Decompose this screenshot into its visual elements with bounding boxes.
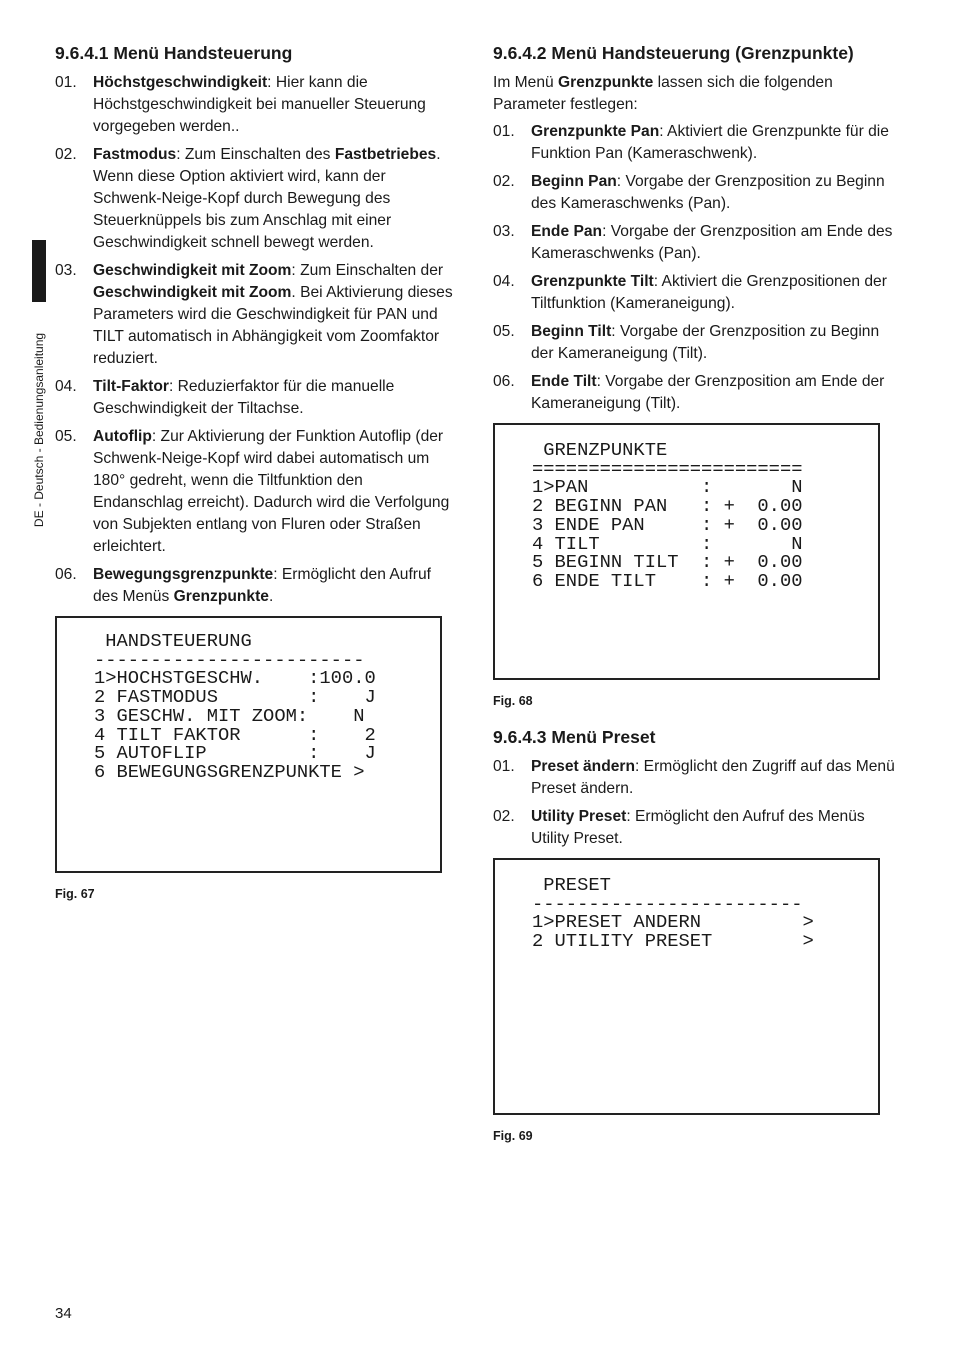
list-item xyxy=(55,376,457,420)
item-text: Beginn Tilt: Vorgabe der Grenzposition zu Beginn der Kameraneigung (Tilt). xyxy=(531,323,880,362)
menu-screen-handsteuerung xyxy=(55,616,442,873)
item-text: Ende Pan: Vorgabe der Grenzposition am Ende des Kameraschwenks (Pan). xyxy=(531,223,893,262)
menu-line: 6 ENDE TILT : + 0.00 xyxy=(532,569,803,592)
list-item xyxy=(55,564,457,608)
figure-caption: Fig. 67 xyxy=(55,887,95,901)
item-number: 01. xyxy=(493,123,515,140)
item-number: 05. xyxy=(55,428,77,445)
list-item xyxy=(493,371,903,415)
item-number: 01. xyxy=(55,74,77,91)
menu-screen-grenzpunkte xyxy=(493,423,880,680)
item-text: Höchstgeschwindigkeit: Hier kann die Höchstgeschwindigkeit bei manueller Steuerung vorgegeben werden.. xyxy=(93,74,426,135)
item-text: Fastmodus: Zum Einschalten des Fastbetriebes. Wenn diese Option aktiviert wird, kann der Schwenk-Neige-Kopf durch Bewegung des Steuerknüppels bis zum Anschlag mit einer Geschwindigkeit schnell bewegt werden. xyxy=(93,146,441,251)
sidebar-marker xyxy=(32,240,46,302)
menu-line: 4 TILT : N xyxy=(532,532,803,555)
section-heading-preset: 9.6.4.3 Menü Preset xyxy=(493,727,656,747)
menu-line: 1>PRESET ANDERN > xyxy=(532,911,814,934)
menu-line: 1>HOCHSTGESCHW. :100.0 xyxy=(94,667,376,690)
figure-caption: Fig. 69 xyxy=(493,1129,533,1143)
page-number: 34 xyxy=(55,1305,72,1322)
item-text: Preset ändern: Ermöglicht den Zugriff auf das Menü Preset ändern. xyxy=(531,758,895,797)
menu-title: HANDSTEUERUNG xyxy=(94,630,252,652)
list-item xyxy=(493,121,903,165)
menu-separator: ------------------------ xyxy=(94,648,365,671)
list-item xyxy=(55,260,457,370)
menu-line: 4 TILT FAKTOR : 2 xyxy=(94,723,376,746)
item-number: 02. xyxy=(493,808,515,825)
right-column xyxy=(493,40,903,1143)
item-number: 01. xyxy=(493,758,515,775)
list-item xyxy=(493,806,903,850)
item-number: 04. xyxy=(55,378,77,395)
item-text: Ende Tilt: Vorgabe der Grenzposition am Ende der Kameraneigung (Tilt). xyxy=(531,373,885,412)
intro-paragraph: Im Menü Grenzpunkte lassen sich die folgenden Parameter festlegen: xyxy=(493,74,833,113)
menu-separator: ------------------------ xyxy=(532,892,803,915)
item-number: 03. xyxy=(493,223,515,240)
item-text: Geschwindigkeit mit Zoom: Zum Einschalten der Geschwindigkeit mit Zoom. Bei Aktivierung dieses Parameters wird die Geschwindigkeit für PAN und TILT automatisch in Abhängigkeit vom Zoomfaktor reduziert. xyxy=(93,262,453,367)
menu-line: 2 FASTMODUS : J xyxy=(94,686,376,709)
list-item xyxy=(55,72,457,138)
menu-line: 5 BEGINN TILT : + 0.00 xyxy=(532,551,803,574)
menu-title: GRENZPUNKTE xyxy=(532,439,668,461)
list-item xyxy=(55,426,457,558)
menu-separator: ======================== xyxy=(532,457,803,480)
menu-line: 3 GESCHW. MIT ZOOM: N xyxy=(94,704,365,727)
section-heading-handsteuerung: 9.6.4.1 Menü Handsteuerung xyxy=(55,43,293,63)
item-number: 06. xyxy=(493,373,515,390)
sidebar-label: DE - Deutsch - Bedienungsanleitung xyxy=(32,332,46,528)
menu-screen-preset xyxy=(493,858,880,1115)
item-text: Utility Preset: Ermöglicht den Aufruf des Menüs Utility Preset. xyxy=(531,808,865,847)
item-number: 04. xyxy=(493,273,515,290)
left-column xyxy=(55,40,457,901)
item-text: Beginn Pan: Vorgabe der Grenzposition zu Beginn des Kameraschwenks (Pan). xyxy=(531,173,885,212)
menu-line: 1>PAN : N xyxy=(532,476,803,499)
menu-line: 2 UTILITY PRESET > xyxy=(532,930,814,953)
item-number: 06. xyxy=(55,566,77,583)
section-heading-grenzpunkte: 9.6.4.2 Menü Handsteuerung (Grenzpunkte) xyxy=(493,43,854,63)
list-item xyxy=(493,756,903,800)
item-number: 05. xyxy=(493,323,515,340)
list-item xyxy=(493,221,903,265)
menu-line: 2 BEGINN PAN : + 0.00 xyxy=(532,495,803,518)
menu-line: 3 ENDE PAN : + 0.00 xyxy=(532,513,803,536)
item-number: 02. xyxy=(55,146,77,163)
item-number: 02. xyxy=(493,173,515,190)
item-text: Tilt-Faktor: Reduzierfaktor für die manuelle Geschwindigkeit der Tiltachse. xyxy=(93,378,395,417)
figure-caption: Fig. 68 xyxy=(493,694,533,708)
list-item xyxy=(55,144,457,254)
item-text: Autoflip: Zur Aktivierung der Funktion Autoflip (der Schwenk-Neige-Kopf wird dabei automatisch um 180° gedreht, wenn die Tiltfunktion den Endanschlag erreicht). Dadurch wird die Verfolgung von Subjekten entlang von Fluren oder Straßen erleichtert. xyxy=(93,428,450,555)
menu-line: 5 AUTOFLIP : J xyxy=(94,742,376,765)
item-number: 03. xyxy=(55,262,77,279)
menu-title: PRESET xyxy=(532,874,611,896)
item-text: Grenzpunkte Tilt: Aktiviert die Grenzpositionen der Tiltfunktion (Kameraneigung). xyxy=(531,273,887,312)
item-text: Grenzpunkte Pan: Aktiviert die Grenzpunkte für die Funktion Pan (Kameraschwenk). xyxy=(531,123,889,162)
menu-line: 6 BEWEGUNGSGRENZPUNKTE > xyxy=(94,760,365,783)
list-item xyxy=(493,271,903,315)
item-text: Bewegungsgrenzpunkte: Ermöglicht den Aufruf des Menüs Grenzpunkte. xyxy=(93,566,431,605)
list-item xyxy=(493,171,903,215)
list-item xyxy=(493,321,903,365)
